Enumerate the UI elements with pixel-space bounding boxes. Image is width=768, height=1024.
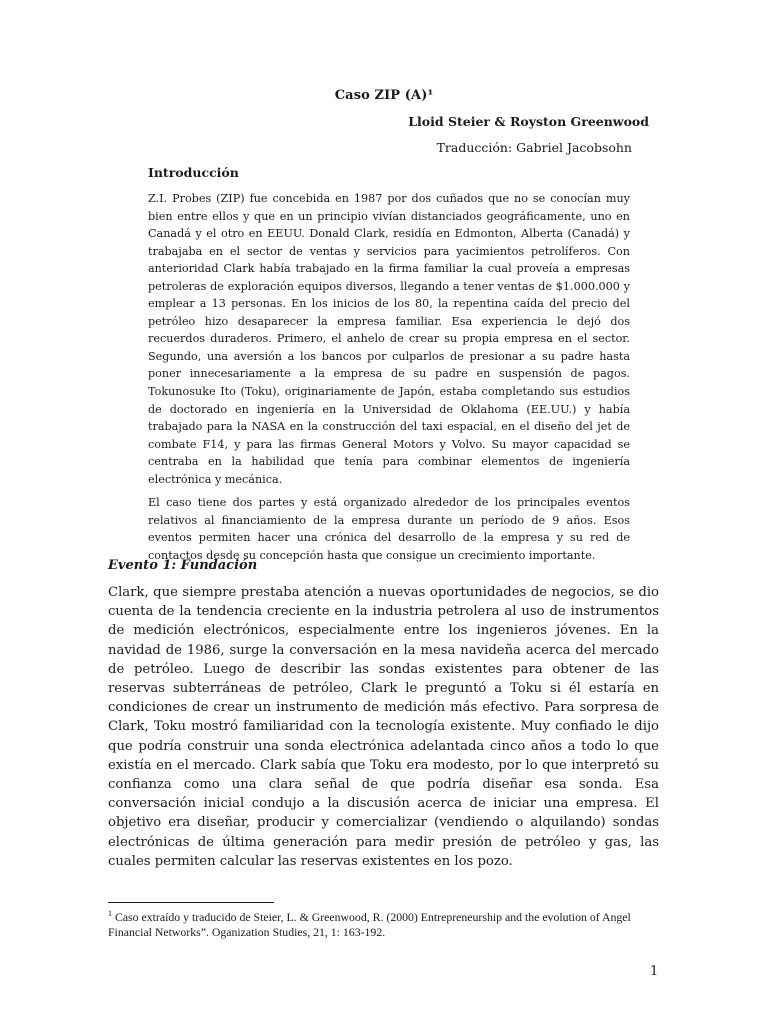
document-translator: Traducción: Gabriel Jacobsohn [436, 140, 632, 155]
footnote-text: Caso extraído y traducido de Steier, L. & Greenwood, R. (2000) Entrepreneurship and the evolution of Angel Financial Networks”. Oganization Studies, 21, 1: 163-192. [108, 909, 631, 940]
document-title: Caso ZIP (A)¹ [334, 88, 434, 103]
footnote-divider [108, 902, 274, 903]
intro-paragraph: Z.I. Probes (ZIP) fue concebida en 1987 por dos cuñados que no se conocían muy bien entre ellos y que en un principio vivían distanciados geográficamente, uno en Canadá y el otro en EEUU. Donald Clark, residía en Edmonton, Alberta (Canadá) y trabajaba en el sector de ventas y servicios para yacimientos petrolíferos. Con anterioridad Clark había trabajado en la firma familiar la cual proveía a empresas petroleras de exploración equipos diversos, llegando a tener ventas de $1.000.000 y emplear a 13 personas. En los inicios de los 80, la repentina caída del precio del petróleo hizo desaparecer la empresa familiar. Esa experiencia le dejó dos recuerdos duraderos. Primero, el anhelo de crear su propia empresa en el sector. Segundo, una aversión a los bancos por culparlos de presionar a su padre hasta poner innecesariamente a la empresa de su padre en suspensión de pagos. Tokunosuke Ito (Toku), originariamente de Japón, estaba completando sus estudios de doctorado en ingeniería en la Universidad de Oklahoma (EE.UU.) y había trabajado para la NASA en la construcción del taxi espacial, en el diseño del jet de combate F14, y para las firmas General Motors y Volvo. Su mayor capacidad se centraba en la habilidad que tenía para combinar elementos de ingeniería electrónica y mecánica. [148, 192, 630, 486]
body-paragraph: Clark, que siempre prestaba atención a nuevas oportunidades de negocios, se dio cuenta de la tendencia creciente en la industria petrolera al uso de instrumentos de medición electrónicos, especialmente entre los ingenieros jóvenes. En la navidad de 1986, surge la conversación en la mesa navideña acerca del mercado de petróleo. Luego de describir las sondas existentes para obtener de las reservas subterráneas de petróleo, Clark le preguntó a Toku si él estaría en condiciones de crear un instrumento de medición más efectivo. Para sorpresa de Clark, Toku mostró familiaridad con la tecnología existente. Muy confiado le dijo que podría construir una sonda electrónica adelantada cinco años a todo lo que existía en el mercado. Clark sabía que Toku era modesto, por lo que interpretó su confianza como una clara señal de que podría diseñar esa sonda. Esa conversación inicial condujo a la discusión acerca de iniciar una empresa. El objetivo era diseñar, producir y comercializar (vendiendo o alquilando) sondas electrónicas de última generación para medir presión de petróleo y gas, las cuales permiten calcular las reservas existentes en los pozo. [108, 585, 659, 869]
intro-paragraph: El caso tiene dos partes y está organizado alrededor de los principales eventos relativos al financiamiento de la empresa durante un período de 9 años. Esos eventos permiten hacer una crónica del desarrollo de la empresa y su red de contactos desde su concepción hasta que consigue un crecimiento importante. [148, 496, 630, 562]
intro-section [148, 190, 630, 564]
section-body [108, 583, 659, 871]
document-authors: Lloid Steier & Royston Greenwood [408, 114, 649, 129]
intro-heading: Introducción [148, 165, 239, 180]
footnote-marker: 1 [108, 909, 112, 918]
section-heading-evento-1: Evento 1: Fundación [108, 558, 258, 573]
page-number: 1 [650, 964, 659, 979]
footnote [108, 906, 668, 941]
